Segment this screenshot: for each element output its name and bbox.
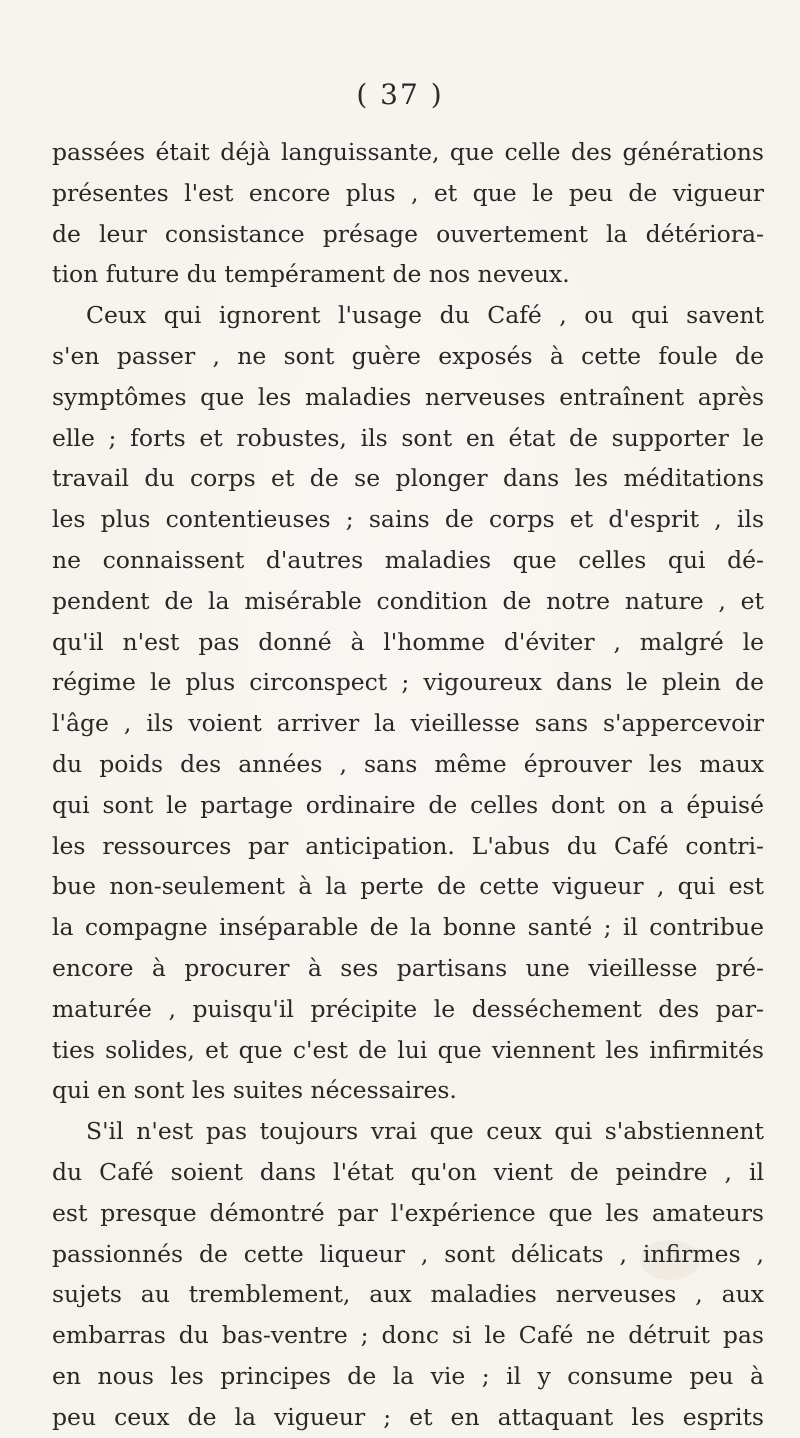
text-line: embarras du bas-ventre ; donc si le Café ne détruit pas [52,1321,764,1350]
text-line: qui sont le partage ordinaire de celles dont on a épuisé [52,790,764,819]
text-line: l'âge , ils voient arriver la vieillesse sans s'appercevoir [52,709,764,738]
text-line: s'en passer , ne sont guère exposés à cette foule de [52,341,764,370]
text-line: S'il n'est pas toujours vrai que ceux qui s'abstiennent [86,1117,764,1146]
text-line: de leur consistance présage ouvertement la détériora- [52,219,764,248]
text-line: les plus contentieuses ; sains de corps et d'esprit , ils [52,505,764,534]
body-text [52,132,764,1438]
text-line: tion future du tempérament de nos neveux. [52,260,570,289]
text-line: du poids des années , sans même éprouver les maux [52,749,764,778]
text-line: ties solides, et que c'est de lui que viennent les infirmités [52,1035,764,1064]
text-line: symptômes que les maladies nerveuses entraînent après [52,382,764,411]
text-line: la compagne inséparable de la bonne santé ; il contribue [52,913,764,942]
text-line: elle ; forts et robustes, ils sont en état de supporter le [52,423,764,452]
text-line: Ceux qui ignorent l'usage du Café , ou qui savent [86,301,764,330]
text-line: en nous les principes de la vie ; il y consume peu à [52,1361,764,1390]
text-line: qui en sont les suites nécessaires. [52,1076,457,1105]
text-line: passionnés de cette liqueur , sont délicats , infirmes , [52,1239,764,1268]
text-line: travail du corps et de se plonger dans les méditations [52,464,764,493]
text-line: est presque démontré par l'expérience que les amateurs [52,1198,764,1227]
text-line: du Café soient dans l'état qu'on vient de peindre , il [52,1157,764,1186]
text-line: ne connaissent d'autres maladies que celles qui dé- [52,545,764,574]
text-line: régime le plus circonspect ; vigoureux dans le plein de [52,668,764,697]
text-line: bue non-seulement à la perte de cette vigueur , qui est [52,872,764,901]
text-line: présentes l'est encore plus , et que le peu de vigueur [52,178,764,207]
text-line: sujets au tremblement, aux maladies nerveuses , aux [52,1280,764,1309]
text-line: qu'il n'est pas donné à l'homme d'éviter , malgré le [52,627,764,656]
text-line: les ressources par anticipation. L'abus du Café contri- [52,831,764,860]
text-line: maturée , puisqu'il précipite le desséchement des par- [52,994,764,1023]
text-line: encore à procurer à ses partisans une vieillesse pré- [52,953,764,982]
page-number: ( 37 ) [356,78,444,111]
text-line: peu ceux de la vigueur ; et en attaquant les esprits [52,1402,764,1431]
text-line: passées était déjà languissante, que celle des générations [52,138,764,166]
text-line: pendent de la misérable condition de notre nature , et [52,586,764,615]
